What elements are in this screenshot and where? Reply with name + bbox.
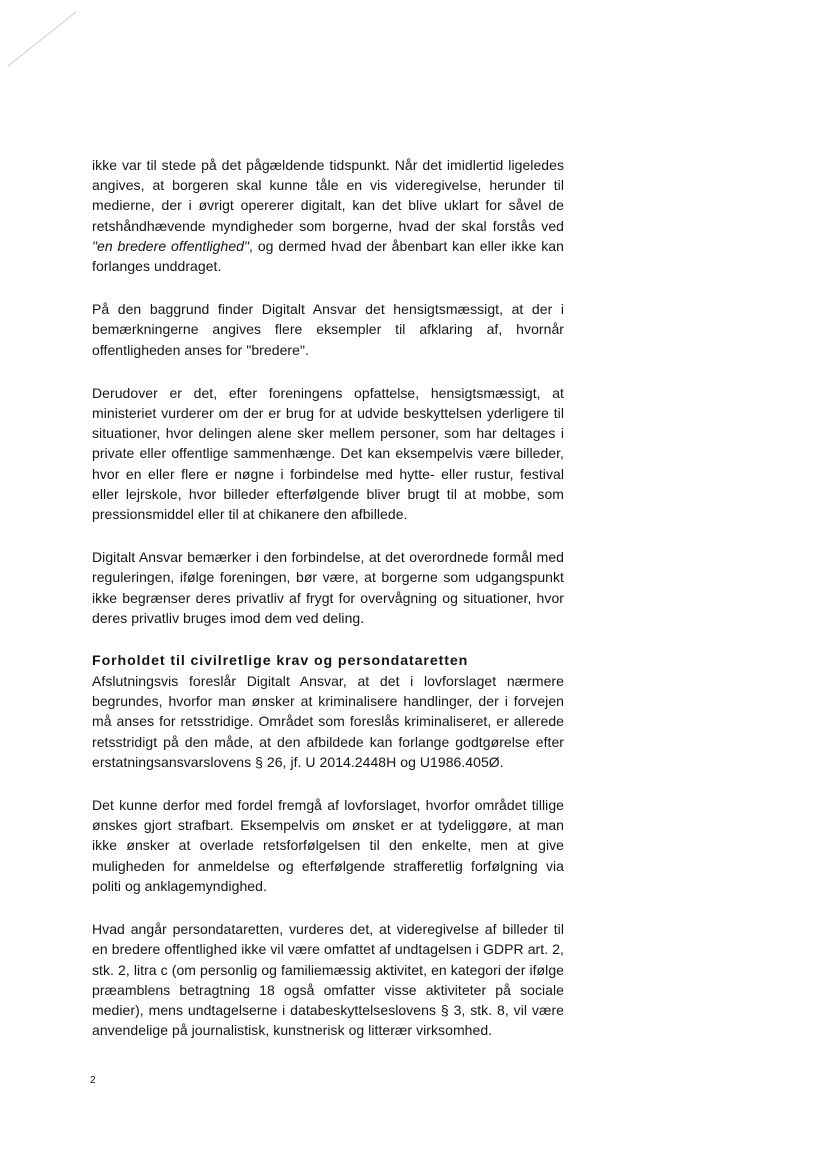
paragraph-1 xyxy=(92,155,564,276)
section-heading: Forholdet til civilretlige krav og persondataretten xyxy=(92,653,469,670)
page-number: 2 xyxy=(90,1075,96,1086)
paragraph-4: Digitalt Ansvar bemærker i den forbindelse, at det overordnede formål med reguleringen, ifølge foreningen, bør være, at borgerne som udgangspunkt ikke begrænser deres privatliv af frygt for overvågning og situationer, hvor deres privatliv bruges imod dem ved deling. xyxy=(92,549,564,626)
paragraph-5: Afslutningsvis foreslår Digitalt Ansvar, at det i lovforslaget nærmere begrundes, hvorfor man ønsker at kriminalisere handlinger, der i forvejen må anses for retsstridige. Området som foreslås kriminaliseret, er allerede retsstridigt på den måde, at den afbildede kan forlange godtgørelse efter erstatningsansvarslovens § 26, jf. U 2014.2448H og U1986.405Ø. xyxy=(92,673,564,770)
paragraph-1-text-end: , og dermed hvad der åbenbart kan eller ikke kan forlanges unddraget. xyxy=(92,237,564,275)
paragraph-6: Det kunne derfor med fordel fremgå af lovforslaget, hvorfor området tillige ønskes gjort strafbart. Eksempelvis om ønsket er at tydeliggøre, at man ikke ønsker at overlade retsforfølgelsen til den enkelte, men at give muligheden for anmeldelse og efterfølgende strafferetlig forfølgning via politi og anklagemyndighed. xyxy=(92,797,564,894)
document-body xyxy=(92,155,564,1063)
scan-corner-line xyxy=(0,0,90,80)
paragraph-1-text-start: ikke var til stede på det pågældende tidspunkt. Når det imidlertid ligeledes angives, at borgeren skal kunne tåle en vis videregivelse, herunder til medierne, der i øvrigt opererer digitalt, kan det blive uklart for såvel de retshåndhævende myndigheder som borgerne, hvad der skal forstås ved xyxy=(92,157,564,234)
paragraph-7: Hvad angår persondataretten, vurderes det, at videregivelse af billeder til en bredere offentlighed ikke vil være omfattet af undtagelsen i GDPR art. 2, stk. 2, litra c (om personlig og familiemæssig aktivitet, en kategori der ifølge præamblens betragtning 18 også omfatter visse aktiviteter på sociale medier), mens undtagelserne i databeskyttelseslovens § 3, stk. 8, vil være anvendelige på journalistisk, kunstnerisk og litterær virksomhed. xyxy=(92,921,564,1039)
paragraph-1-emphasis: "en bredere offentlighed" xyxy=(92,237,250,254)
paragraph-3: Derudover er det, efter foreningens opfattelse, hensigtsmæssigt, at ministeriet vurderer om der er brug for at udvide beskyttelsen yderligere til situationer, hvor delingen alene sker mellem personer, som har deltages i private eller offentlige sammenhænge. Det kan eksempelvis være billeder, hvor en eller flere er nøgne i forbindelse med hytte- eller rustur, festival eller lejrskole, hvor billeder efterfølgende bliver brugt til at mobbe, som pressionsmiddel eller til at chikanere den afbillede. xyxy=(92,384,564,523)
paragraph-2: På den baggrund finder Digitalt Ansvar det hensigtsmæssigt, at der i bemærkningerne angives flere eksempler til afklaring af, hvornår offentligheden anses for "bredere". xyxy=(92,301,564,358)
